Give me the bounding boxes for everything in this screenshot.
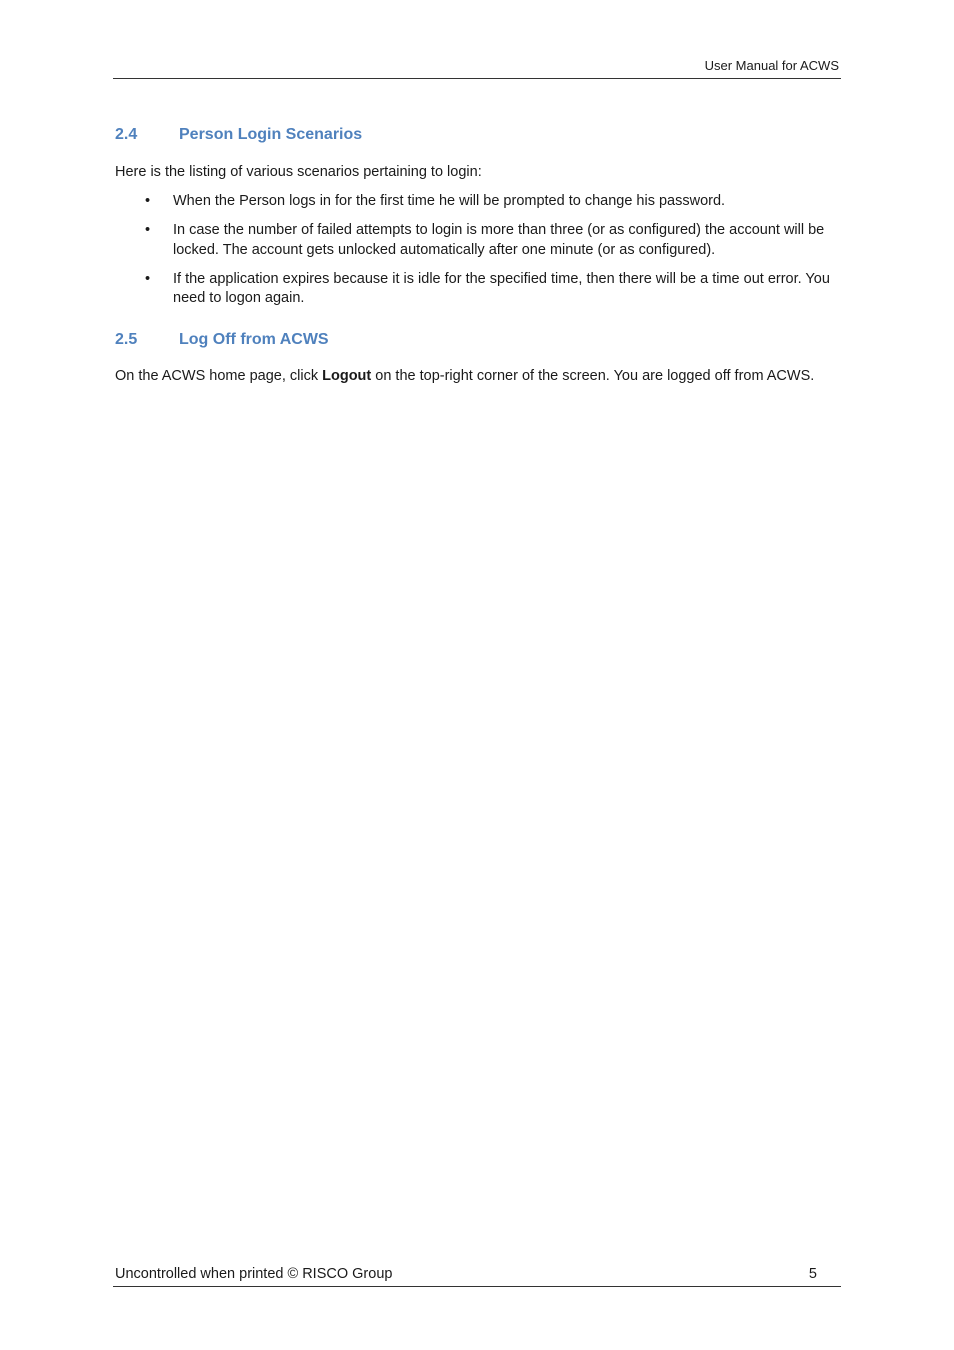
bullet-icon: • bbox=[145, 270, 151, 287]
section-number: 2.5 bbox=[115, 331, 138, 348]
section-title: Log Off from ACWS bbox=[179, 331, 329, 348]
body-text-after: on the top-right corner of the screen. You are logged off from ACWS. bbox=[371, 368, 815, 384]
section-intro: Here is the listing of various scenarios pertaining to login: bbox=[115, 164, 482, 180]
list-item-text: In case the number of failed attempts to login is more than three (or as configured) the account will be locked. The account gets unlocked automatically after one minute (or as configured). bbox=[173, 222, 825, 258]
page-header bbox=[113, 56, 841, 79]
list-item bbox=[115, 270, 839, 309]
list-item-text: If the application expires because it is idle for the specified time, then there will be a time out error. You need to logon again. bbox=[173, 270, 830, 306]
section-number: 2.4 bbox=[115, 126, 138, 143]
section-title: Person Login Scenarios bbox=[179, 126, 363, 143]
list-item-text: When the Person logs in for the first time he will be prompted to change his password. bbox=[173, 193, 726, 209]
body-text-before: On the ACWS home page, click bbox=[115, 368, 323, 384]
section-heading-2-4 bbox=[115, 126, 362, 144]
section-heading-2-5 bbox=[115, 331, 329, 349]
bullet-icon: • bbox=[145, 222, 151, 238]
page-number: 5 bbox=[808, 1266, 817, 1282]
header-title: User Manual for ACWS bbox=[704, 58, 839, 73]
list-item bbox=[115, 192, 839, 212]
list-item bbox=[115, 221, 839, 260]
page-footer bbox=[113, 1264, 841, 1287]
footer-text: Uncontrolled when printed © RISCO Group bbox=[115, 1266, 393, 1282]
logout-term: Logout bbox=[322, 368, 372, 384]
bullet-icon: • bbox=[145, 193, 151, 209]
bullet-list bbox=[115, 192, 839, 318]
section-body bbox=[115, 367, 814, 386]
